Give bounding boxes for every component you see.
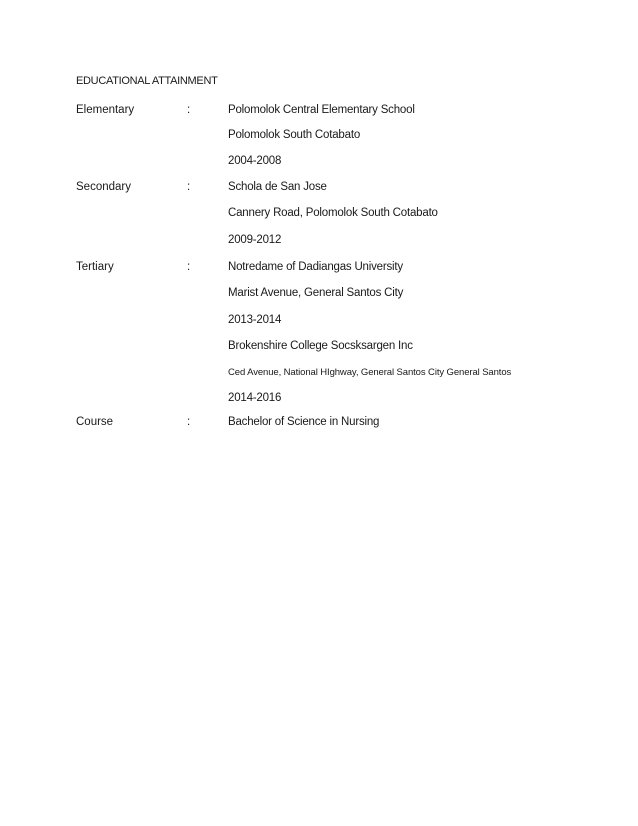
school-address: Polomolok South Cotabato (228, 129, 361, 141)
course-name: Bachelor of Science in Nursing (228, 416, 380, 428)
school-address: Marist Avenue, General Santos City (228, 287, 404, 299)
label-separator: : (187, 181, 191, 193)
school-years: 2009-2012 (228, 234, 282, 246)
school-name: Schola de San Jose (228, 181, 327, 193)
education-detail-row (0, 338, 638, 354)
education-row-secondary (0, 179, 638, 195)
label-separator: : (187, 261, 191, 273)
level-label-course: Course (76, 416, 114, 428)
education-row-course (0, 414, 638, 430)
education-detail-row (0, 390, 638, 406)
level-label-tertiary: Tertiary (76, 261, 114, 273)
school-years: 2004-2008 (228, 155, 282, 167)
education-detail-row (0, 232, 638, 248)
school-name: Polomolok Central Elementary School (228, 104, 415, 116)
school-address: Ced Avenue, National HIghway, General Santos City General Santos (228, 367, 512, 378)
education-detail-row (0, 312, 638, 328)
school-address: Cannery Road, Polomolok South Cotabato (228, 207, 438, 219)
school-name: Notredame of Dadiangas University (228, 261, 403, 273)
section-heading: EDUCATIONAL ATTAINMENT (76, 75, 218, 87)
education-detail-row (0, 153, 638, 169)
label-separator: : (187, 104, 191, 116)
education-detail-row (0, 205, 638, 221)
school-name: Brokenshire College Socsksargen Inc (228, 340, 413, 352)
label-separator: : (187, 416, 191, 428)
level-label-elementary: Elementary (76, 104, 135, 116)
education-row-elementary (0, 102, 638, 118)
school-years: 2014-2016 (228, 392, 282, 404)
education-detail-row (0, 285, 638, 301)
education-detail-row (0, 365, 638, 381)
level-label-secondary: Secondary (76, 181, 131, 193)
school-years: 2013-2014 (228, 314, 282, 326)
education-row-tertiary (0, 259, 638, 275)
education-detail-row (0, 127, 638, 143)
